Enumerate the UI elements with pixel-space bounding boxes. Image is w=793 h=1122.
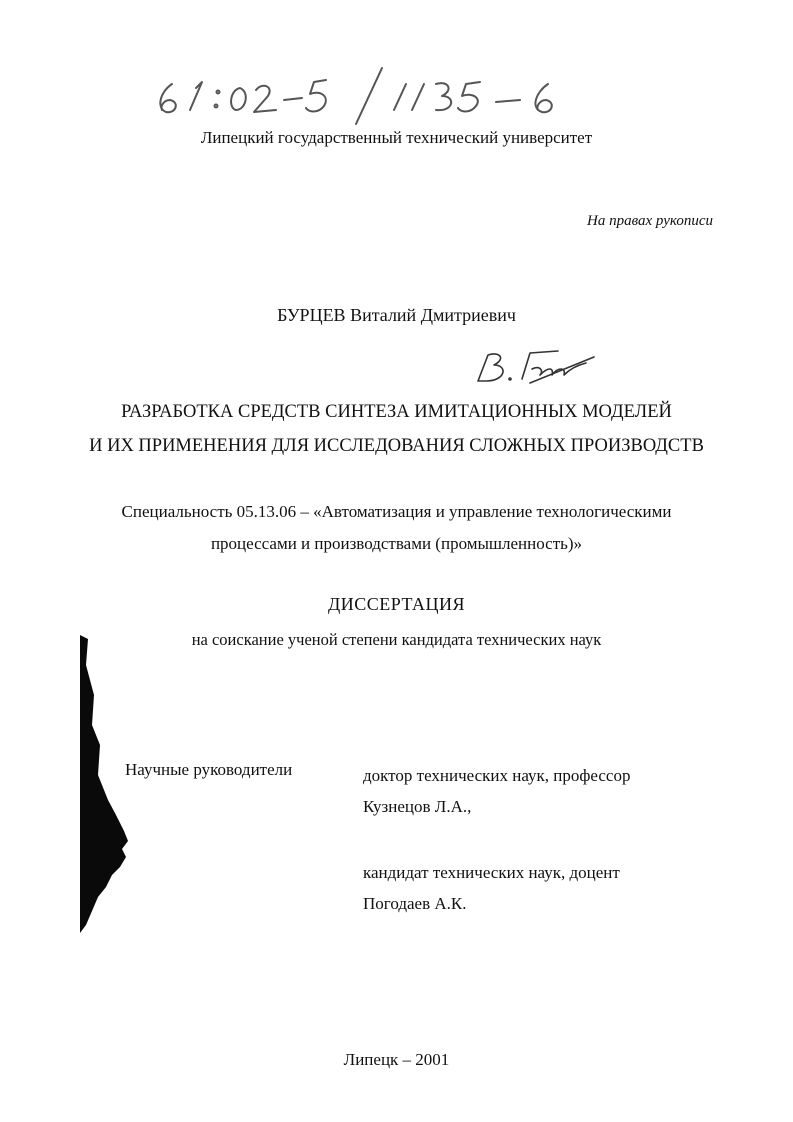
specialty — [0, 496, 793, 560]
author-name: БУРЦЕВ Виталий Дмитриевич — [277, 305, 516, 325]
title-line-1: РАЗРАБОТКА СРЕДСТВ СИНТЕЗА ИМИТАЦИОННЫХ МОДЕЛЕЙ — [121, 402, 672, 422]
university-name: Липецкий государственный технический университет — [200, 128, 593, 147]
supervisor-2 — [363, 857, 620, 919]
stamp-hidden-text: 61:02-5/1135-6 — [150, 62, 157, 63]
handwritten-archive-number — [150, 62, 570, 126]
supervisor-2-degree: кандидат технических наук, доцент — [363, 863, 620, 882]
author-signature — [470, 345, 600, 387]
specialty-line-2: процессами и производствами (промышленность)» — [210, 534, 583, 553]
manuscript-rights-note: На правах рукописи — [587, 213, 713, 229]
supervisor-1 — [363, 760, 630, 822]
supervisor-2-name: Погодаев А.К. — [363, 894, 467, 913]
specialty-line-1: Специальность 05.13.06 – «Автоматизация и управление технологическими — [121, 502, 672, 521]
degree-purpose: на соискание ученой степени кандидата технических наук — [191, 630, 602, 649]
supervisor-1-degree: доктор технических наук, профессор — [363, 766, 631, 785]
supervisor-1-name: Кузнецов Л.А., — [363, 797, 472, 816]
dissertation-title — [0, 395, 793, 463]
title-line-2: И ИХ ПРИМЕНЕНИЯ ДЛЯ ИССЛЕДОВАНИЯ СЛОЖНЫХ ПРОИЗВОДСТВ — [89, 436, 704, 456]
scan-edge-artifact — [78, 635, 138, 935]
city-year: Липецк – 2001 — [343, 1050, 450, 1069]
document-type: ДИССЕРТАЦИЯ — [327, 594, 466, 614]
supervisors-label: Научные руководители — [125, 760, 293, 779]
